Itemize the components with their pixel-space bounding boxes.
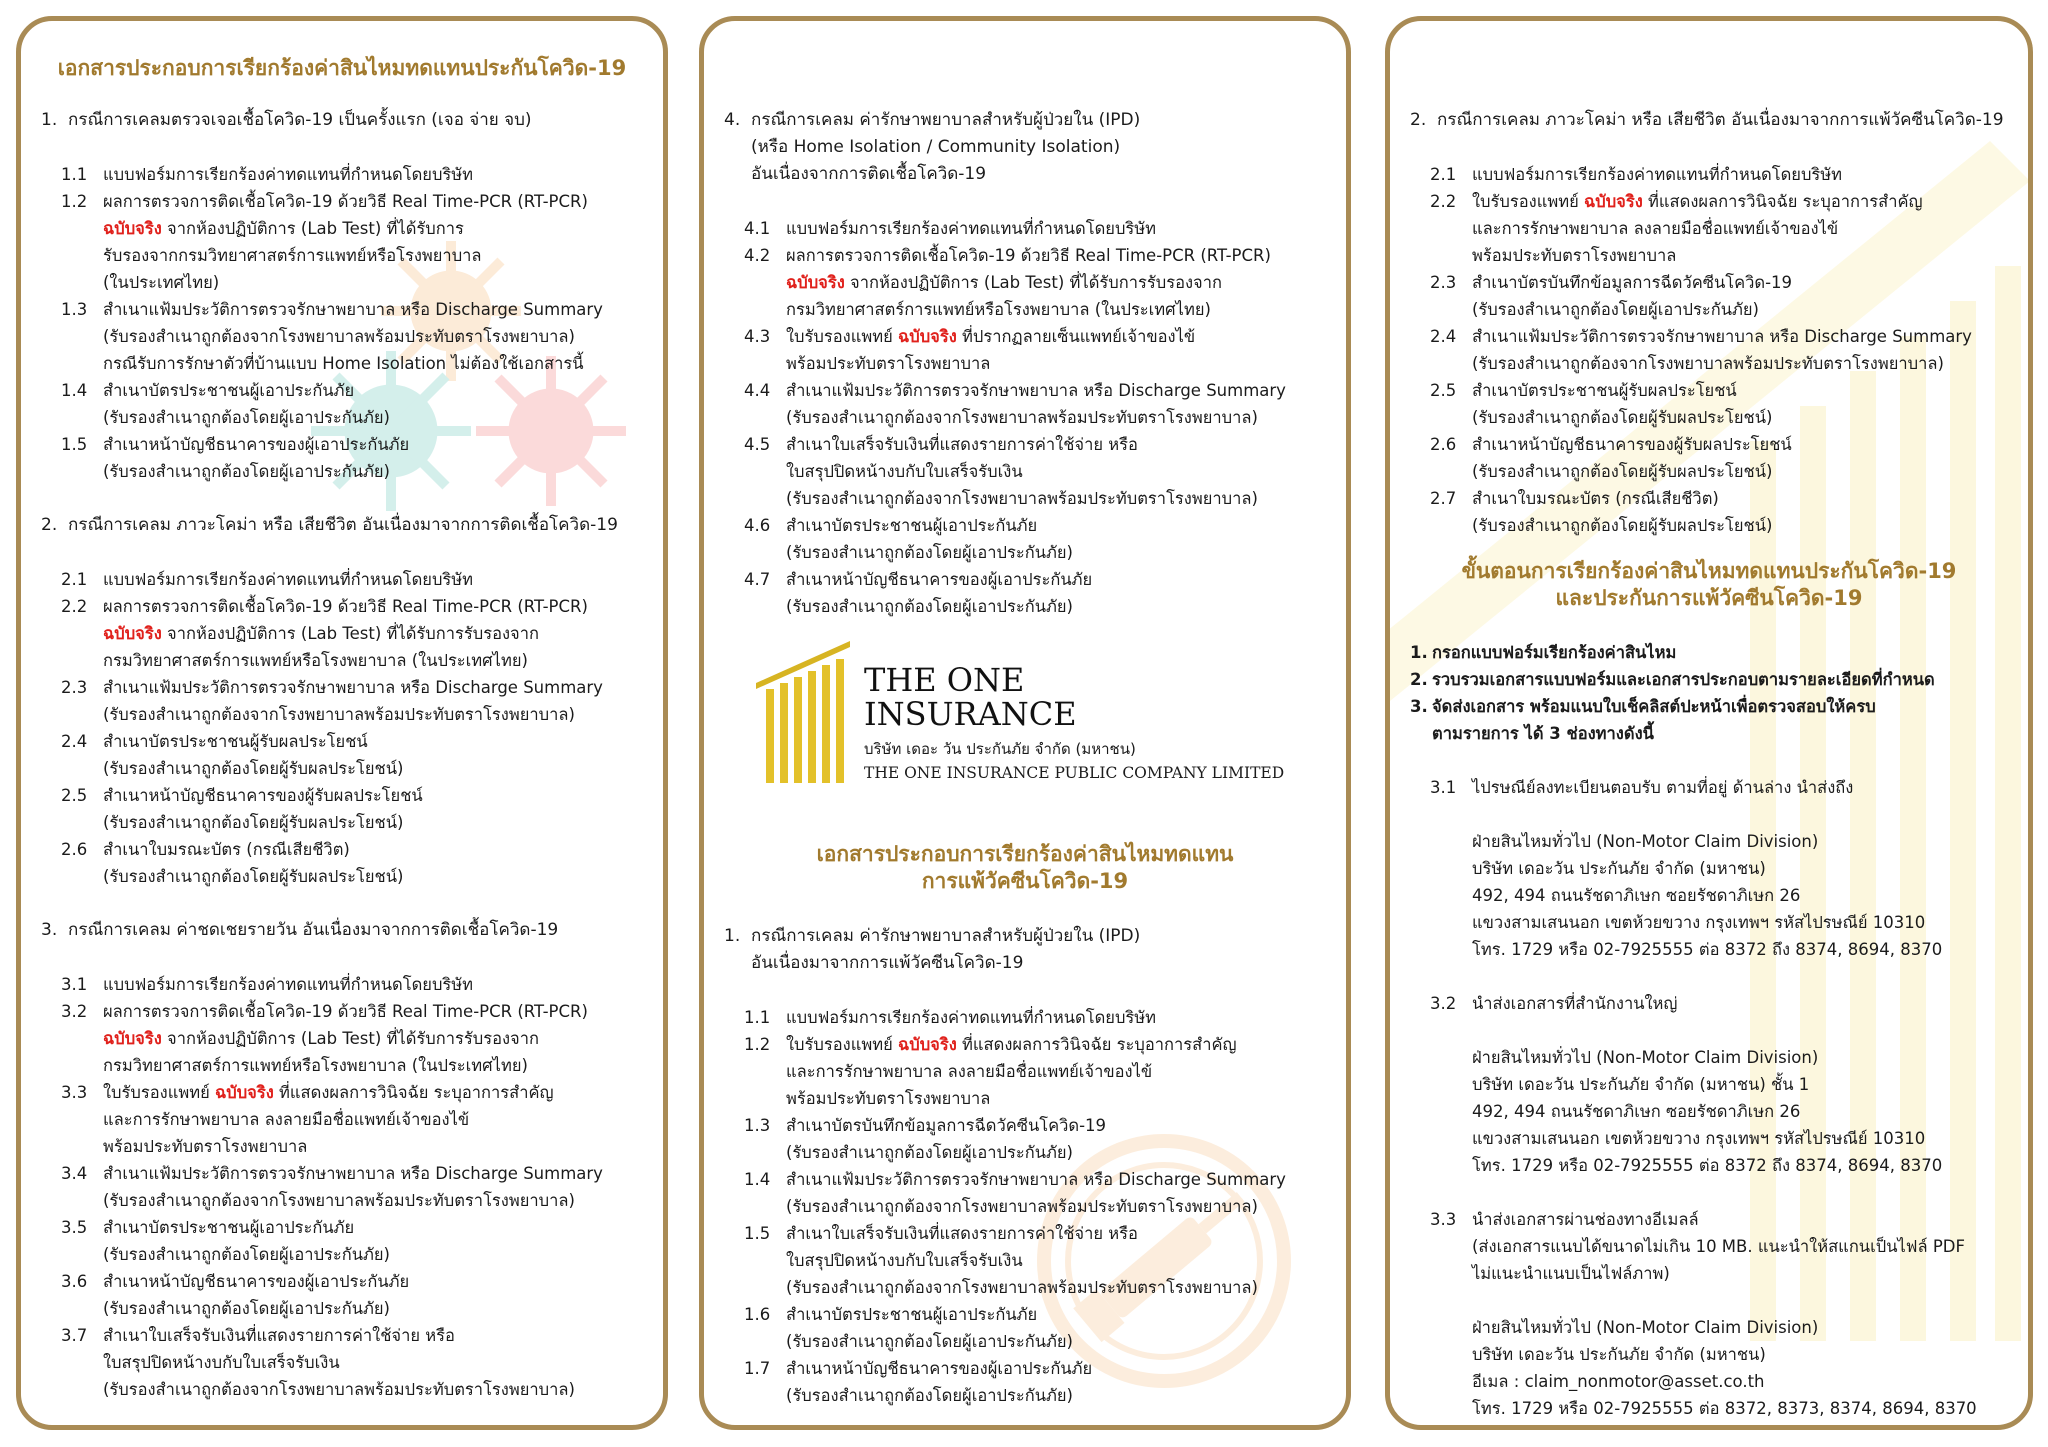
- step-number: 3.: [1410, 697, 1428, 716]
- item-text-part: ที่แสดงผลการวินิจฉัย ระบุอาการสำคัญ และการรักษาพยาบาล ลงลายมือชื่อแพทย์เจ้าของไข้ พร้อมประทับตราโรงพยาบาล: [103, 1083, 554, 1156]
- item-text-part: แบบฟอร์มการเรียกร้องค่าทดแทนที่กำหนดโดยบริษัท: [103, 165, 474, 184]
- spacer: [1410, 134, 2018, 161]
- step-item: [1410, 693, 2018, 747]
- item-text-part: สำเนาแฟ้มประวัติการตรวจรักษาพยาบาล หรือ Discharge Summary (รับรองสำเนาถูกต้องจากโรงพยาบาลพร้อมประทับตราโรงพยาบาล): [103, 678, 603, 724]
- step-text: จัดส่งเอกสาร พร้อมแนบใบเช็คลิสต์ปะหน้าเพื่อตรวจสอบให้ครบ ตามรายการ ได้ 3 ช่องทางดังนี้: [1432, 697, 1876, 743]
- list-item: [61, 1268, 653, 1322]
- item-number: 1.3: [744, 1116, 771, 1135]
- step-item: [1410, 666, 2018, 693]
- spacer: [1472, 1017, 2018, 1044]
- item-text-part: สำเนาหน้าบัญชีธนาคารของผู้รับผลประโยชน์ (รับรองสำเนาถูกต้องโดยผู้รับผลประโยชน์): [103, 786, 423, 832]
- item-number: 4.5: [744, 435, 771, 454]
- item-text-part: จากห้องปฏิบัติการ (Lab Test) ที่ได้รับการรับรองจาก กรมวิทยาศาสตร์การแพทย์หรือโรงพยาบาล (ในประเทศไทย): [103, 624, 539, 670]
- item-text: [786, 1220, 1336, 1301]
- item-text: [786, 1166, 1336, 1220]
- step-number: 1.: [1410, 643, 1428, 662]
- list-item: [744, 323, 1336, 377]
- list-item: [61, 971, 653, 998]
- channel-item: [1410, 1206, 2018, 1422]
- list-item: [744, 512, 1336, 566]
- spacer: [41, 539, 653, 566]
- item-text-part: สำเนาบัตรประชาชนผู้เอาประกันภัย (รับรองสำเนาถูกต้องโดยผู้เอาประกันภัย): [786, 516, 1073, 562]
- spacer: [1410, 747, 2018, 774]
- item-text-part: แบบฟอร์มการเรียกร้องค่าทดแทนที่กำหนดโดยบริษัท: [786, 1008, 1157, 1027]
- item-text-part: ที่ปรากฏลายเซ็นแพทย์เจ้าของไข้ พร้อมประทับตราโรงพยาบาล: [786, 327, 1196, 373]
- list-item: [744, 1301, 1336, 1355]
- item-text-part: สำเนาบัตรบันทึกข้อมูลการฉีดวัคซีนโควิด-19 (รับรองสำเนาถูกต้องโดยผู้เอาประกันภัย): [786, 1116, 1107, 1162]
- item-number: 2.7: [1430, 489, 1457, 508]
- list-item: [744, 242, 1336, 323]
- list-item: [61, 161, 653, 188]
- list-item: [1430, 161, 2018, 188]
- item-text-part: สำเนาหน้าบัญชีธนาคารของผู้เอาประกันภัย (รับรองสำเนาถูกต้องโดยผู้เอาประกันภัย): [786, 570, 1093, 616]
- list-item: [61, 296, 653, 377]
- item-text: [1472, 269, 2018, 323]
- list-item: [744, 1220, 1336, 1301]
- section-heading: 2. กรณีการเคลม ภาวะโคม่า หรือ เสียชีวิต อันเนื่องมาจากการติดเชื้อโควิด-19: [41, 515, 618, 535]
- item-text: [786, 1355, 1336, 1409]
- list-item: [1430, 431, 2018, 485]
- item-number: 2.5: [1430, 381, 1457, 400]
- item-text: [786, 242, 1336, 323]
- list-item: [61, 431, 653, 485]
- item-text: [103, 1214, 653, 1268]
- document-list: [724, 215, 1336, 620]
- item-text: [1472, 188, 2018, 269]
- document-list: [724, 1004, 1336, 1409]
- list-item: [61, 998, 653, 1079]
- spacer: [41, 134, 653, 161]
- item-number: 2.3: [1430, 273, 1457, 292]
- spacer: [41, 890, 653, 917]
- item-text-part: สำเนาใบเสร็จรับเงินที่แสดงรายการค่าใช้จ่าย หรือ ใบสรุปปิดหน้างบกับใบเสร็จรับเงิน (รับรองสำเนาถูกต้องจากโรงพยาบาลพร้อมประทับตราโรงพยาบาล): [103, 1326, 575, 1399]
- item-number: 3.5: [61, 1218, 88, 1237]
- item-number: 1.2: [744, 1035, 771, 1054]
- original-copy-highlight: ฉบับจริง: [898, 327, 957, 346]
- item-text: [103, 728, 653, 782]
- section-heading: 2. กรณีการเคลม ภาวะโคม่า หรือ เสียชีวิต อันเนื่องมาจากการแพ้วัคซีนโควิด-19: [1410, 110, 2004, 130]
- item-number: 3.1: [61, 975, 88, 994]
- channel-number: 3.3: [1430, 1210, 1457, 1229]
- step-text: กรอกแบบฟอร์มเรียกร้องค่าสินไหม: [1432, 643, 1677, 662]
- item-text-part: สำเนาหน้าบัญชีธนาคารของผู้เอาประกันภัย (รับรองสำเนาถูกต้องโดยผู้เอาประกันภัย): [786, 1359, 1093, 1405]
- spacer: [1410, 1179, 2018, 1206]
- list-item: [744, 1112, 1336, 1166]
- item-text-part: สำเนาบัตรประชาชนผู้เอาประกันภัย (รับรองสำเนาถูกต้องโดยผู้เอาประกันภัย): [103, 1218, 390, 1264]
- item-text: [103, 971, 653, 998]
- original-copy-highlight: ฉบับจริง: [103, 1029, 162, 1048]
- steps-title-1: ขั้นตอนการเรียกร้องค่าสินไหมทดแทนประกันโควิด-19: [1461, 559, 1957, 583]
- item-text: [103, 161, 653, 188]
- item-number: 2.1: [61, 570, 88, 589]
- item-text-part: แบบฟอร์มการเรียกร้องค่าทดแทนที่กำหนดโดยบริษัท: [103, 975, 474, 994]
- item-text-part: ผลการตรวจการติดเชื้อโควิด-19 ด้วยวิธี Real Time-PCR (RT-PCR): [103, 597, 588, 616]
- item-number: 1.4: [744, 1170, 771, 1189]
- item-text-part: สำเนาใบเสร็จรับเงินที่แสดงรายการค่าใช้จ่าย หรือ ใบสรุปปิดหน้างบกับใบเสร็จรับเงิน (รับรองสำเนาถูกต้องจากโรงพยาบาลพร้อมประทับตราโรงพยาบาล): [786, 435, 1258, 508]
- logo-line1: THE ONE: [864, 661, 1025, 699]
- item-text: [786, 1112, 1336, 1166]
- item-text-part: สำเนาใบเสร็จรับเงินที่แสดงรายการค่าใช้จ่าย หรือ ใบสรุปปิดหน้างบกับใบเสร็จรับเงิน (รับรองสำเนาถูกต้องจากโรงพยาบาลพร้อมประทับตราโรงพยาบาล): [786, 1224, 1258, 1297]
- item-number: 2.2: [61, 597, 88, 616]
- panel-ipd-and-vaccine: [699, 16, 1351, 1430]
- logo-thai-name: บริษัท เดอะ วัน ประกันภัย จำกัด (มหาชน): [864, 740, 1136, 758]
- list-item: [61, 1079, 653, 1160]
- item-number: 1.7: [744, 1359, 771, 1378]
- item-text-part: สำเนาใบมรณะบัตร (กรณีเสียชีวิต) (รับรองสำเนาถูกต้องโดยผู้รับผลประโยชน์): [103, 840, 404, 886]
- item-text: [103, 782, 653, 836]
- step-item: [1410, 639, 2018, 666]
- item-text-part: สำเนาแฟ้มประวัติการตรวจรักษาพยาบาล หรือ Discharge Summary (รับรองสำเนาถูกต้องจากโรงพยาบาลพร้อมประทับตราโรงพยาบาล): [786, 381, 1286, 427]
- item-text: [103, 188, 653, 296]
- spacer: [724, 188, 1336, 215]
- list-item: [744, 566, 1336, 620]
- list-item: [744, 1355, 1336, 1409]
- list-item: [61, 1214, 653, 1268]
- item-number: 4.3: [744, 327, 771, 346]
- item-text-part: แบบฟอร์มการเรียกร้องค่าทดแทนที่กำหนดโดยบริษัท: [1472, 165, 1843, 184]
- item-text-part: สำเนาแฟ้มประวัติการตรวจรักษาพยาบาล หรือ Discharge Summary (รับรองสำเนาถูกต้องจากโรงพยาบาลพร้อมประทับตราโรงพยาบาล): [786, 1170, 1286, 1216]
- item-number: 1.2: [61, 192, 88, 211]
- item-number: 3.3: [61, 1083, 88, 1102]
- item-number: 3.6: [61, 1272, 88, 1291]
- item-number: 3.4: [61, 1164, 88, 1183]
- spacer: [1472, 1287, 2018, 1314]
- channel-number: 3.1: [1430, 778, 1457, 797]
- item-number: 1.5: [744, 1224, 771, 1243]
- item-text-part: สำเนาหน้าบัญชีธนาคารของผู้รับผลประโยชน์ (รับรองสำเนาถูกต้องโดยผู้รับผลประโยชน์): [1472, 435, 1792, 481]
- item-text-part: ที่แสดงผลการวินิจฉัย ระบุอาการสำคัญ และการรักษาพยาบาล ลงลายมือชื่อแพทย์เจ้าของไข้ พร้อมประทับตราโรงพยาบาล: [786, 1035, 1237, 1108]
- spacer: [724, 977, 1336, 1004]
- item-text: [103, 566, 653, 593]
- list-item: [744, 431, 1336, 512]
- item-text: [103, 1160, 653, 1214]
- item-text: [103, 1268, 653, 1322]
- item-text-part: ใบรับรองแพทย์: [786, 1035, 898, 1054]
- list-item: [61, 728, 653, 782]
- step-number: 2.: [1410, 670, 1428, 689]
- list-item: [61, 188, 653, 296]
- channel-content: [1472, 1206, 2018, 1422]
- spacer: [1410, 1422, 2018, 1430]
- original-copy-highlight: ฉบับจริง: [103, 624, 162, 643]
- spacer: [41, 944, 653, 971]
- steps-title-2: และประกันการแพ้วัคซีนโควิด-19: [1555, 586, 1863, 610]
- item-text-part: ผลการตรวจการติดเชื้อโควิด-19 ด้วยวิธี Real Time-PCR (RT-PCR): [103, 192, 588, 211]
- item-text: [786, 377, 1336, 431]
- document-list: [41, 971, 653, 1403]
- list-item: [61, 377, 653, 431]
- channel-heading: นำส่งเอกสารที่สำนักงานใหญ่: [1472, 994, 1678, 1013]
- item-text: [1472, 485, 2018, 539]
- item-text: [786, 1301, 1336, 1355]
- item-text-part: สำเนาหน้าบัญชีธนาคารของผู้เอาประกันภัย (รับรองสำเนาถูกต้องโดยผู้เอาประกันภัย): [103, 435, 410, 481]
- section-heading: 4. กรณีการเคลม ค่ารักษาพยาบาลสำหรับผู้ป่วยใน (IPD) (หรือ Home Isolation / Community Isolation) อันเนื่องจากการติดเชื้อโควิด-19: [724, 110, 1141, 184]
- list-item: [1430, 377, 2018, 431]
- item-text: [103, 674, 653, 728]
- item-text-part: แบบฟอร์มการเรียกร้องค่าทดแทนที่กำหนดโดยบริษัท: [103, 570, 474, 589]
- item-number: 4.6: [744, 516, 771, 535]
- item-text: [786, 1004, 1336, 1031]
- item-number: 4.1: [744, 219, 771, 238]
- channel-item: [1410, 774, 2018, 963]
- item-text: [786, 323, 1336, 377]
- panel-vaccine-and-steps: [1385, 16, 2033, 1430]
- item-text: [103, 431, 653, 485]
- item-text: [1472, 323, 2018, 377]
- original-copy-highlight: ฉบับจริง: [215, 1083, 274, 1102]
- item-text: [786, 512, 1336, 566]
- list-item: [744, 1166, 1336, 1220]
- spacer: [41, 1403, 653, 1430]
- step-text: รวบรวมเอกสารแบบฟอร์มและเอกสารประกอบตามรายละเอียดที่กำหนด: [1432, 670, 1935, 689]
- item-number: 1.5: [61, 435, 88, 454]
- list-item: [744, 1004, 1336, 1031]
- item-text: [103, 998, 653, 1079]
- spacer: [1410, 963, 2018, 990]
- item-text-part: ใบรับรองแพทย์: [103, 1083, 215, 1102]
- list-item: [1430, 269, 2018, 323]
- original-copy-highlight: ฉบับจริง: [1584, 192, 1643, 211]
- item-number: 3.2: [61, 1002, 88, 1021]
- item-number: 1.6: [744, 1305, 771, 1324]
- list-item: [1430, 323, 2018, 377]
- item-number: 2.6: [1430, 435, 1457, 454]
- list-item: [61, 1322, 653, 1403]
- section-heading: 1. กรณีการเคลมตรวจเจอเชื้อโควิด-19 เป็นครั้งแรก (เจอ จ่าย จบ): [41, 110, 532, 130]
- item-text: [1472, 161, 2018, 188]
- list-item: [61, 674, 653, 728]
- item-text-part: ที่แสดงผลการวินิจฉัย ระบุอาการสำคัญ และการรักษาพยาบาล ลงลายมือชื่อแพทย์เจ้าของไข้ พร้อมประทับตราโรงพยาบาล: [1472, 192, 1923, 265]
- item-number: 4.2: [744, 246, 771, 265]
- item-text-part: จากห้องปฏิบัติการ (Lab Test) ที่ได้รับการรับรองจาก กรมวิทยาศาสตร์การแพทย์หรือโรงพยาบาล (ในประเทศไทย): [103, 1029, 539, 1075]
- list-item: [61, 782, 653, 836]
- item-text: [103, 296, 653, 377]
- channel-heading: ไปรษณีย์ลงทะเบียนตอบรับ ตามที่อยู่ ด้านล่าง นำส่งถึง: [1472, 778, 1854, 797]
- item-text-part: ใบรับรองแพทย์: [786, 327, 898, 346]
- item-text-part: จากห้องปฏิบัติการ (Lab Test) ที่ได้รับการรับรองจาก กรมวิทยาศาสตร์การแพทย์หรือโรงพยาบาล (ในประเทศไทย): [786, 273, 1222, 319]
- channel-number: 3.2: [1430, 994, 1457, 1013]
- original-copy-highlight: ฉบับจริง: [103, 219, 162, 238]
- channel-address: ฝ่ายสินไหมทั่วไป (Non-Motor Claim Division) บริษัท เดอะวัน ประกันภัย จำกัด (มหาชน) 492, 494 ถนนรัชดาภิเษก ซอยรัชดาภิเษก 26 แขวงสามเสนนอก เขตห้วยขวาง กรุงเทพฯ รหัสไปรษณีย์ 10310 โทร. 1729 หรือ 02-7925555 ต่อ 8372 ถึง 8374, 8694, 8370: [1472, 832, 1943, 959]
- company-logo: [756, 641, 1316, 791]
- item-text-part: สำเนาหน้าบัญชีธนาคารของผู้เอาประกันภัย (รับรองสำเนาถูกต้องโดยผู้เอาประกันภัย): [103, 1272, 410, 1318]
- section-heading: 1. กรณีการเคลม ค่ารักษาพยาบาลสำหรับผู้ป่วยใน (IPD) อันเนื่องมาจากการแพ้วัคซีนโควิด-19: [724, 926, 1141, 973]
- item-text: [103, 377, 653, 431]
- spacer: [41, 485, 653, 512]
- item-text-part: แบบฟอร์มการเรียกร้องค่าทดแทนที่กำหนดโดยบริษัท: [786, 219, 1157, 238]
- item-number: 2.6: [61, 840, 88, 859]
- item-text-part: สำเนาบัตรประชาชนผู้เอาประกันภัย (รับรองสำเนาถูกต้องโดยผู้เอาประกันภัย): [103, 381, 390, 427]
- item-text-part: สำเนาใบมรณะบัตร (กรณีเสียชีวิต) (รับรองสำเนาถูกต้องโดยผู้รับผลประโยชน์): [1472, 489, 1773, 535]
- item-text-part: สำเนาบัตรประชาชนผู้รับผลประโยชน์ (รับรองสำเนาถูกต้องโดยผู้รับผลประโยชน์): [103, 732, 404, 778]
- item-number: 2.2: [1430, 192, 1457, 211]
- item-number: 2.4: [61, 732, 88, 751]
- channel-heading: นำส่งเอกสารผ่านช่องทางอีเมลล์ (ส่งเอกสารแนบได้ขนาดไม่เกิน 10 MB. แนะนำให้สแกนเป็นไฟล์ PDF ไม่แนะนำแนบเป็นไฟล์ภาพ): [1472, 1210, 1965, 1283]
- panel-covid-claim-documents: [16, 16, 668, 1430]
- item-text: [103, 593, 653, 674]
- item-text-part: สำเนาบัตรบันทึกข้อมูลการฉีดวัคซีนโควิด-19 (รับรองสำเนาถูกต้องโดยผู้เอาประกันภัย): [1472, 273, 1793, 319]
- list-item: [744, 377, 1336, 431]
- item-text-part: สำเนาแฟ้มประวัติการตรวจรักษาพยาบาล หรือ Discharge Summary (รับรองสำเนาถูกต้องจากโรงพยาบาลพร้อมประทับตราโรงพยาบาล): [1472, 327, 1972, 373]
- spacer: [724, 1409, 1336, 1430]
- item-text-part: จากห้องปฏิบัติการ (Lab Test) ที่ได้รับการ รับรองจากกรมวิทยาศาสตร์การแพทย์หรือโรงพยาบาล (ในประเทศไทย): [103, 219, 482, 292]
- item-text-part: สำเนาบัตรประชาชนผู้รับผลประโยชน์ (รับรองสำเนาถูกต้องโดยผู้รับผลประโยชน์): [1472, 381, 1773, 427]
- item-text-part: สำเนาแฟ้มประวัติการตรวจรักษาพยาบาล หรือ Discharge Summary (รับรองสำเนาถูกต้องจากโรงพยาบาลพร้อมประทับตราโรงพยาบาล): [103, 1164, 603, 1210]
- list-item: [1430, 188, 2018, 269]
- item-text: [786, 1031, 1336, 1112]
- list-item: [1430, 485, 2018, 539]
- list-item: [61, 593, 653, 674]
- logo-line2: INSURANCE: [864, 695, 1077, 733]
- document-list: [41, 161, 653, 485]
- item-number: 1.4: [61, 381, 88, 400]
- item-number: 2.4: [1430, 327, 1457, 346]
- item-text-part: ผลการตรวจการติดเชื้อโควิด-19 ด้วยวิธี Real Time-PCR (RT-PCR): [103, 1002, 588, 1021]
- channel-content: [1472, 990, 2018, 1179]
- item-text: [1472, 431, 2018, 485]
- item-text-part: ใบรับรองแพทย์: [1472, 192, 1584, 211]
- item-text: [786, 215, 1336, 242]
- item-text: [786, 431, 1336, 512]
- item-number: 1.1: [61, 165, 88, 184]
- item-number: 4.4: [744, 381, 771, 400]
- item-text: [103, 1322, 653, 1403]
- list-item: [61, 1160, 653, 1214]
- document-list: [1410, 161, 2018, 539]
- section-heading: 3. กรณีการเคลม ค่าชดเชยรายวัน อันเนื่องมาจากการติดเชื้อโควิด-19: [41, 920, 559, 940]
- item-text-part: สำเนาบัตรประชาชนผู้เอาประกันภัย (รับรองสำเนาถูกต้องโดยผู้เอาประกันภัย): [786, 1305, 1073, 1351]
- logo-eng-name: THE ONE INSURANCE PUBLIC COMPANY LIMITED: [864, 764, 1285, 782]
- panel-title: เอกสารประกอบการเรียกร้องค่าสินไหมทดแทนประกันโควิด-19: [57, 56, 627, 80]
- item-text: [1472, 377, 2018, 431]
- list-item: [61, 566, 653, 593]
- item-number: 3.7: [61, 1326, 88, 1345]
- list-item: [61, 836, 653, 890]
- item-text: [103, 836, 653, 890]
- channel-item: [1410, 990, 2018, 1179]
- document-list: [41, 566, 653, 890]
- item-number: 2.3: [61, 678, 88, 697]
- item-text-part: สำเนาแฟ้มประวัติการตรวจรักษาพยาบาล หรือ Discharge Summary (รับรองสำเนาถูกต้องจากโรงพยาบาลพร้อมประทับตราโรงพยาบาล) กรณีรับการรักษาตัวที่บ้านแบบ Home Isolation ไม่ต้องใช้เอกสารนี้: [103, 300, 603, 373]
- vaccine-docs-title-1: เอกสารประกอบการเรียกร้องค่าสินไหมทดแทน: [816, 842, 1234, 866]
- item-number: 4.7: [744, 570, 771, 589]
- channel-content: [1472, 774, 2018, 963]
- channel-address: ฝ่ายสินไหมทั่วไป (Non-Motor Claim Division) บริษัท เดอะวัน ประกันภัย จำกัด (มหาชน) อีเมล : claim_nonmotor@asset.co.th โทร. 1729 หรือ 02-7925555 ต่อ 8372, 8373, 8374, 8694, 8370: [1472, 1318, 1977, 1418]
- original-copy-highlight: ฉบับจริง: [898, 1035, 957, 1054]
- item-number: 2.1: [1430, 165, 1457, 184]
- item-number: 1.3: [61, 300, 88, 319]
- list-item: [744, 215, 1336, 242]
- item-number: 2.5: [61, 786, 88, 805]
- list-item: [744, 1031, 1336, 1112]
- channel-address: ฝ่ายสินไหมทั่วไป (Non-Motor Claim Division) บริษัท เดอะวัน ประกันภัย จำกัด (มหาชน) ชั้น 1 492, 494 ถนนรัชดาภิเษก ซอยรัชดาภิเษก 26 แขวงสามเสนนอก เขตห้วยขวาง กรุงเทพฯ รหัสไปรษณีย์ 10310 โทร. 1729 หรือ 02-7925555 ต่อ 8372 ถึง 8374, 8694, 8370: [1472, 1048, 1943, 1175]
- item-text: [103, 1079, 653, 1160]
- item-text: [786, 566, 1336, 620]
- logo-bars-icon: [756, 641, 854, 783]
- vaccine-docs-title-2: การแพ้วัคซีนโควิด-19: [921, 869, 1129, 893]
- original-copy-highlight: ฉบับจริง: [786, 273, 845, 292]
- item-number: 1.1: [744, 1008, 771, 1027]
- item-text-part: ผลการตรวจการติดเชื้อโควิด-19 ด้วยวิธี Real Time-PCR (RT-PCR): [786, 246, 1271, 265]
- spacer: [1472, 801, 2018, 828]
